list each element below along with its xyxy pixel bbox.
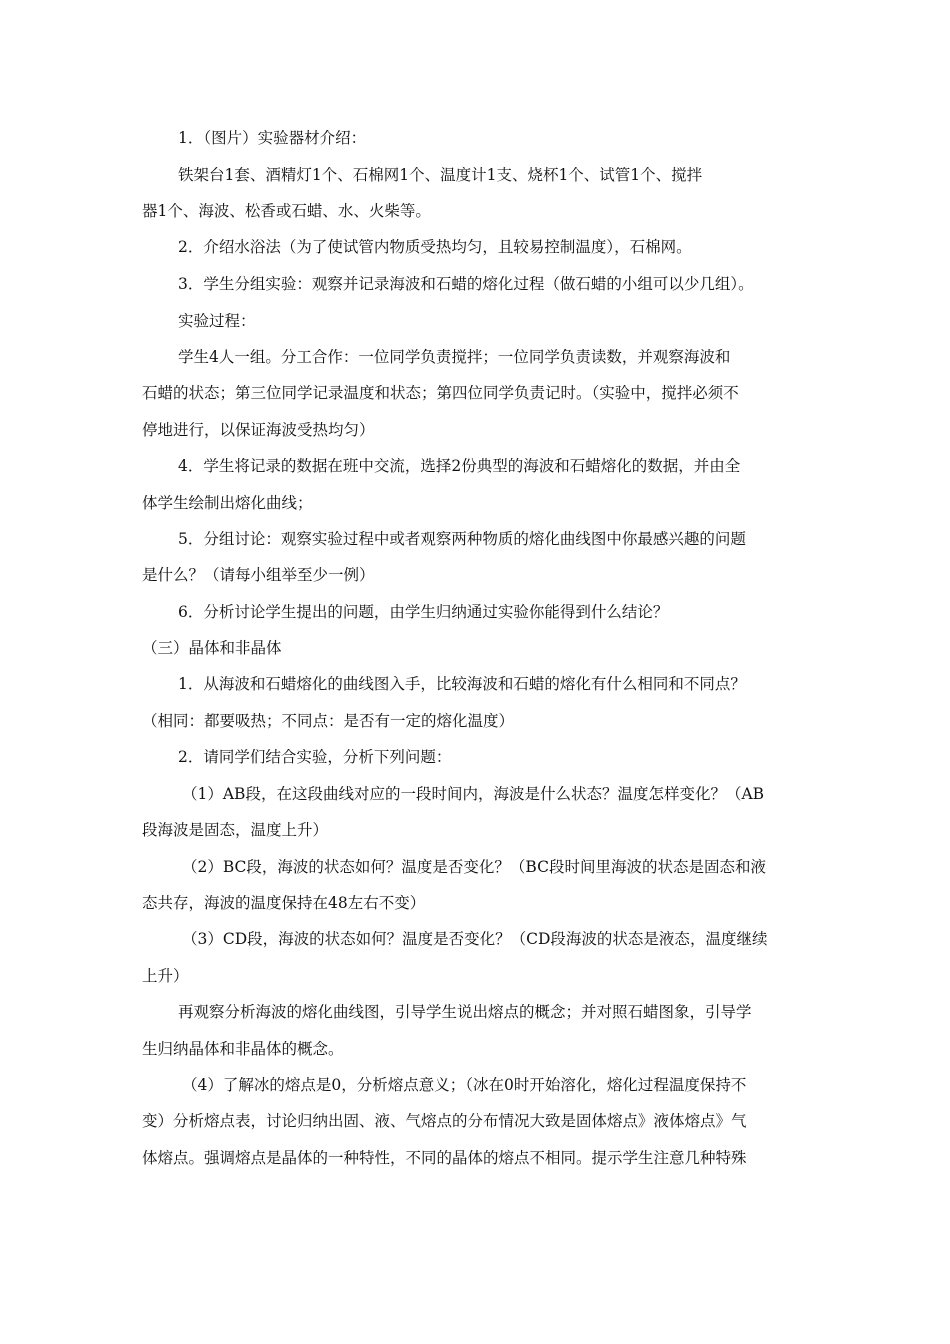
text-line: 是什么？（请每小组举至少一例） [142,566,375,584]
text-line: （3）CD段，海波的状态如何？温度是否变化？（CD段海波的状态是液态，温度继续 [182,930,768,948]
text-line: 2．请同学们结合实验，分析下列问题： [178,748,452,766]
text-line: 3．学生分组实验：观察并记录海波和石蜡的熔化过程（做石蜡的小组可以少几组）。 [178,275,754,293]
text-line: 铁架台1套、酒精灯1个、石棉网1个、温度计1支、烧杯1个、试管1个、搅拌 [178,166,703,184]
text-line: 学生4人一组。分工合作：一位同学负责搅拌；一位同学负责读数，并观察海波和 [178,348,731,366]
text-line: （相同：都要吸热；不同点：是否有一定的熔化温度） [142,712,515,730]
text-line: 石蜡的状态；第三位同学记录温度和状态；第四位同学负责记时。（实验中，搅拌必须不 [142,384,739,402]
text-line: 6．分析讨论学生提出的问题，由学生归纳通过实验你能得到什么结论？ [178,603,669,621]
text-line: 变）分析熔点表，讨论归纳出固、液、气熔点的分布情况大致是固体熔点》液体熔点》气 [142,1112,747,1130]
text-line: 体学生绘制出熔化曲线； [142,494,313,512]
text-line: 态共存，海波的温度保持在48左右不变） [142,894,426,912]
text-line: 再观察分析海波的熔化曲线图，引导学生说出熔点的概念；并对照石蜡图象，引导学 [178,1003,752,1021]
text-line: 1．从海波和石蜡熔化的曲线图入手，比较海波和石蜡的熔化有什么相同和不同点？ [178,675,746,693]
section-heading: （三）晶体和非晶体 [142,639,282,657]
text-line: 5．分组讨论：观察实验过程中或者观察两种物质的熔化曲线图中你最感兴趣的问题 [178,530,746,548]
text-line: （4）了解冰的熔点是0，分析熔点意义；（冰在0时开始溶化，熔化过程温度保持不 [182,1076,747,1094]
text-line: 4．学生将记录的数据在班中交流，选择2份典型的海波和石蜡熔化的数据，并由全 [178,457,741,475]
text-line: 2．介绍水浴法（为了使试管内物质受热均匀，且较易控制温度），石棉网。 [178,238,692,256]
text-line: 实验过程： [178,312,256,330]
text-line: （2）BC段，海波的状态如何？温度是否变化？（BC段时间里海波的状态是固态和液 [182,858,766,876]
text-line: 体熔点。强调熔点是晶体的一种特性，不同的晶体的熔点不相同。提示学生注意几种特殊 [142,1149,747,1167]
text-line: 停地进行，以保证海波受热均匀） [142,421,375,439]
text-line: 生归纳晶体和非晶体的概念。 [142,1040,344,1058]
text-line: 段海波是固态，温度上升） [142,821,329,839]
text-line: （1）AB段，在这段曲线对应的一段时间内，海波是什么状态？温度怎样变化？（AB [182,785,765,803]
text-line: 上升） [142,967,189,985]
text-line: 器1个、海波、松香或石蜡、水、火柴等。 [142,202,431,220]
text-line: 1．（图片）实验器材介绍： [178,129,367,147]
